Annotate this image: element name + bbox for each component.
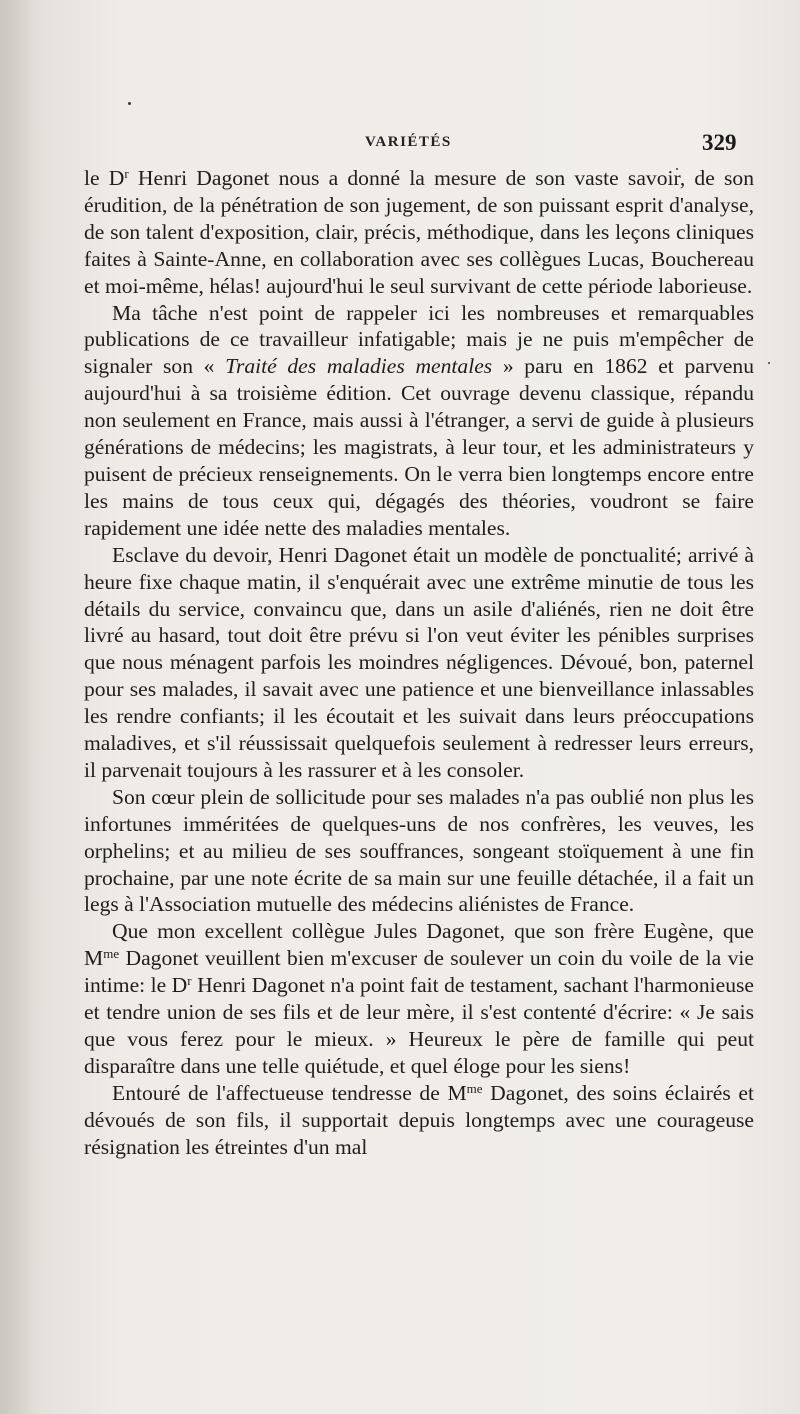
paragraph <box>84 542 754 784</box>
text-run: Ma tâche n'est point de rappeler ici les nombreuses et remarquables publications de ce travailleur infatigable; mais je ne puis m'empêcher de signaler son « <box>84 300 754 379</box>
running-head <box>0 130 800 154</box>
print-speck <box>128 102 131 105</box>
paragraph <box>84 300 754 542</box>
text-run: Henri Dagonet nous a donné la mesure de son vaste savoir, de son érudition, de la pénétration de son jugement, de son puissant esprit d'analyse, de son talent d'exposition, clair, précis, méthodique, dans les leçons cliniques faites à Sainte-Anne, en collaboration avec ses collègues Lucas, Bouchereau et moi-même, hélas! aujourd'hui le seul survivant de cette période laborieuse. <box>84 166 754 298</box>
section-title: VARIÉTÉS <box>365 134 452 150</box>
body-text <box>84 165 754 1161</box>
superscript-abbrev: me <box>466 1080 483 1096</box>
print-speck <box>768 362 770 364</box>
text-run: Dagonet veuillent bien m'excuser de soulever un coin du voile de la vie intime: le D <box>84 946 754 998</box>
text-run: Son cœur plein de sollicitude pour ses malades n'a pas oublié non plus les infortunes imméritées de quelques-uns de nos confrères, les veuves, les orphelins; et au milieu de ses souffrances, songeant stoïquement à une fin prochaine, par une note écrite de sa main sur une feuille détachée, il a fait un legs à l'Association mutuelle des médecins aliénistes de France. <box>84 784 754 917</box>
paragraph <box>84 784 754 919</box>
text-run: Entouré de l'affectueuse tendresse de M <box>112 1080 467 1105</box>
book-title: Traité des maladies mentales <box>225 354 493 379</box>
text-run: Henri Dagonet n'a point fait de testament, sachant l'harmonieuse et tendre union de ses fils et de leur mère, il s'est contenté d'écrire: « Je sais que vous ferez pour le mieux. » Heureux le père de famille qui peut disparaître dans une telle quiétude, et quel éloge pour les siens! <box>84 973 755 1078</box>
text-run: Dagonet, des soins éclairés et dévoués de son fils, il supportait depuis longtemps avec une courageuse résignation les étreintes d'un mal <box>84 1080 754 1159</box>
superscript-abbrev: r <box>124 166 129 181</box>
text-run: Que mon excellent collègue Jules Dagonet, que son frère Eugène, que M <box>84 919 754 971</box>
superscript-abbrev: me <box>103 946 120 962</box>
superscript-abbrev: r <box>187 973 192 989</box>
text-run: » paru en 1862 et parvenu aujourd'hui à sa troisième édition. Cet ouvrage devenu classique, répandu non seulement en France, mais aussi à l'étranger, a servi de guide à plusieurs générations de médecins; les magistrats, à leur tour, et les administrateurs y puisent de précieux renseignements. On le verra bien longtemps encore entre les mains de tous ceux qui, dégagés des théories, voudront se faire rapidement une idée nette des maladies mentales. <box>84 354 754 540</box>
paragraph <box>84 1080 754 1161</box>
page-number: 329 <box>702 130 737 155</box>
text-run: Esclave du devoir, Henri Dagonet était un modèle de ponctualité; arrivé à heure fixe chaque matin, il s'enquérait avec une extrême minutie de tous les détails du service, convaincu que, dans un asile d'aliénés, rien ne doit être livré au hasard, tout doit être prévu si l'on veut éviter les pénibles surprises que nous ménagent parfois les moindres négligences. Dévoué, bon, paternel pour ses malades, il savait avec une patience et une bienveillance inlassables les rendre confiants; il les écoutait et les suivait dans leurs préoccupations maladives, et s'il réussissait quelquefois seulement à redresser leurs erreurs, il parvenait toujours à les rassurer et à les consoler. <box>84 542 754 782</box>
text-run: le D <box>84 166 125 190</box>
paragraph <box>84 918 754 1079</box>
paragraph <box>84 165 754 300</box>
